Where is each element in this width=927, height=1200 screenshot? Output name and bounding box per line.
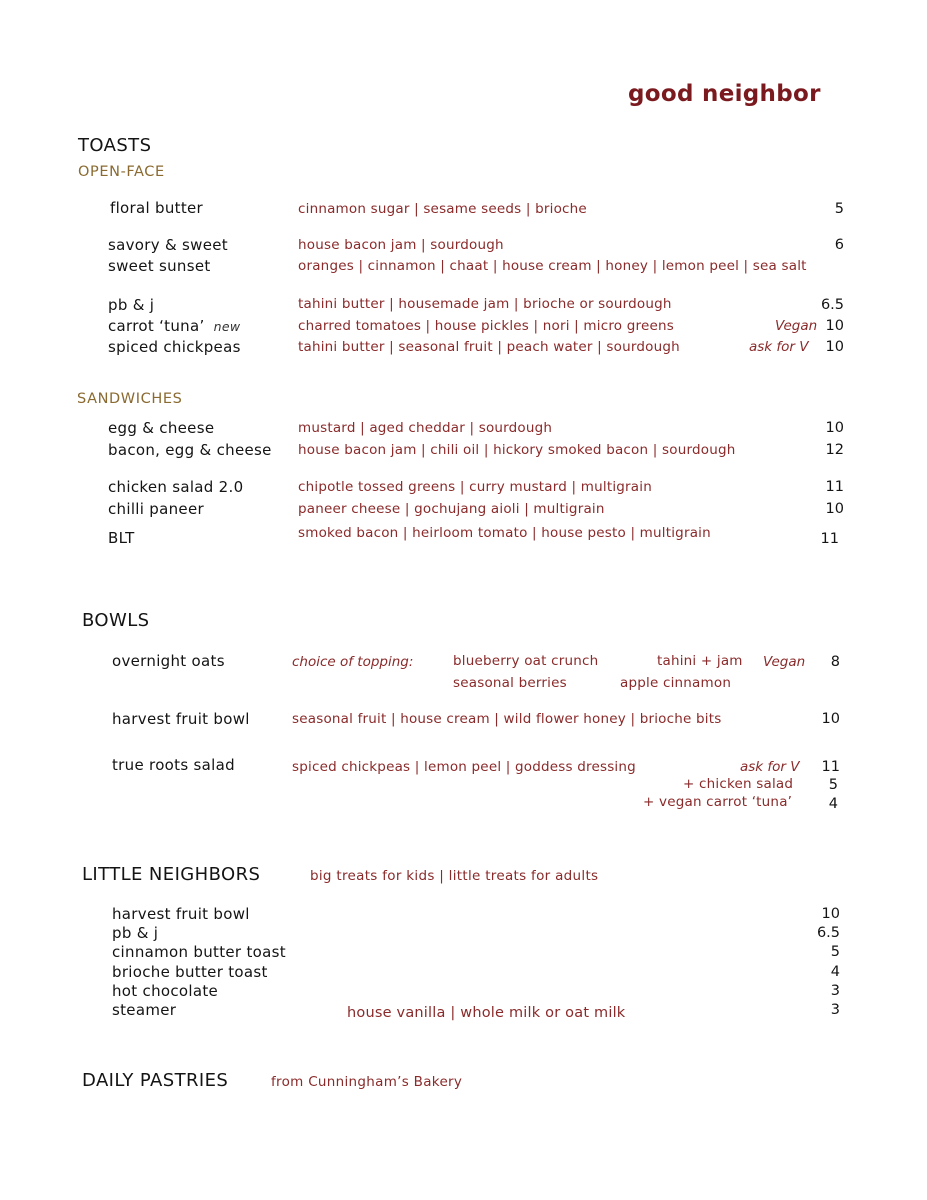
- menu-item-desc: tahini butter | seasonal fruit | peach water | sourdough: [298, 339, 680, 355]
- addon-label: + vegan carrot ‘tuna’: [643, 794, 793, 810]
- menu-item-desc: spiced chickpeas | lemon peel | goddess dressing: [292, 759, 636, 775]
- brand-logo: good neighbor: [628, 81, 821, 107]
- menu-item-price: 6: [834, 237, 844, 253]
- menu-item-desc: paneer cheese | gochujang aioli | multigrain: [298, 501, 605, 517]
- menu-item-name: floral butter: [110, 199, 204, 217]
- vegan-note: Vegan: [775, 318, 818, 334]
- section-title-bowls: BOWLS: [82, 610, 150, 631]
- menu-item-price: 11: [825, 479, 844, 495]
- menu-item-name: BLT: [108, 529, 135, 547]
- menu-item-price: 5: [834, 201, 844, 217]
- menu-item-name: pb & j: [112, 924, 159, 942]
- menu-item-name: hot chocolate: [112, 982, 219, 1000]
- menu-item-name: chicken salad 2.0: [108, 478, 244, 496]
- section-title-little-neighbors: LITTLE NEIGHBORS: [82, 864, 261, 885]
- menu-item-price: 6.5: [816, 925, 840, 941]
- menu-item-name: pb & j: [108, 296, 155, 314]
- menu-item-price: 10: [825, 420, 844, 436]
- menu-item-price: 11: [821, 759, 840, 775]
- section-title-sandwiches: SANDWICHES: [77, 391, 183, 407]
- menu-item-price: 12: [825, 442, 844, 458]
- menu-item-name: egg & cheese: [108, 419, 215, 437]
- pastries-source: from Cunningham’s Bakery: [271, 1074, 463, 1090]
- menu-item-name: sweet sunset: [108, 257, 211, 275]
- menu-item-desc: house vanilla | whole milk or oat milk: [347, 1005, 626, 1021]
- menu-item-price: 10: [825, 318, 844, 334]
- menu-item-price: 4: [830, 964, 840, 980]
- menu-item-desc: tahini butter | housemade jam | brioche or sourdough: [298, 296, 672, 312]
- section-title-toasts: TOASTS: [78, 135, 152, 156]
- new-tag: new: [213, 319, 241, 334]
- topping-option: seasonal berries: [453, 675, 567, 691]
- vegan-option-note: ask for V: [740, 759, 800, 775]
- menu-item-name: chilli paneer: [108, 500, 204, 518]
- menu-item-name: steamer: [112, 1001, 177, 1019]
- choice-label: choice of topping:: [292, 654, 414, 670]
- vegan-option-note: ask for V: [749, 339, 809, 355]
- vegan-note: Vegan: [763, 654, 806, 670]
- menu-item-desc: house bacon jam | chili oil | hickory smoked bacon | sourdough: [298, 442, 736, 458]
- menu-item-price: 10: [825, 501, 844, 517]
- topping-option: blueberry oat crunch: [453, 653, 599, 669]
- menu-item-desc: house bacon jam | sourdough: [298, 237, 504, 253]
- menu-item-price: 10: [825, 339, 844, 355]
- topping-option: tahini + jam: [657, 653, 743, 669]
- menu-item-name-text: carrot ‘tuna’: [108, 317, 205, 335]
- topping-option: apple cinnamon: [620, 675, 732, 691]
- menu-item-price: 6.5: [820, 297, 844, 313]
- addon-label: + chicken salad: [683, 776, 794, 792]
- menu-item-price: 3: [830, 983, 840, 999]
- menu-item-name: cinnamon butter toast: [112, 943, 286, 961]
- menu-item-name: harvest fruit bowl: [112, 710, 250, 728]
- menu-item-desc: charred tomatoes | house pickles | nori | micro greens: [298, 318, 674, 334]
- menu-item-price: 10: [821, 711, 840, 727]
- menu-item-name: [108, 319, 240, 334]
- menu-item-desc: seasonal fruit | house cream | wild flower honey | brioche bits: [292, 711, 722, 727]
- menu-item-price: 11: [820, 531, 839, 547]
- menu-item-name: bacon, egg & cheese: [108, 441, 272, 459]
- menu-item-price: 5: [830, 944, 840, 960]
- menu-item-desc: oranges | cinnamon | chaat | house cream | honey | lemon peel | sea salt: [298, 258, 807, 274]
- menu-item-name: savory & sweet: [108, 236, 228, 254]
- menu-item-desc: smoked bacon | heirloom tomato | house pesto | multigrain: [298, 525, 711, 541]
- menu-item-price: 10: [821, 906, 840, 922]
- addon-price: 5: [828, 777, 838, 793]
- menu-item-name: brioche butter toast: [112, 963, 268, 981]
- subsection-title-open-face: OPEN-FACE: [78, 164, 165, 180]
- menu-item-name: harvest fruit bowl: [112, 905, 250, 923]
- menu-item-price: 8: [830, 654, 840, 670]
- menu-item-name: spiced chickpeas: [108, 338, 241, 356]
- addon-price: 4: [828, 796, 838, 812]
- menu-item-name: overnight oats: [112, 652, 225, 670]
- section-title-daily-pastries: DAILY PASTRIES: [82, 1070, 229, 1091]
- menu-item-desc: cinnamon sugar | sesame seeds | brioche: [298, 201, 587, 217]
- section-tagline: big treats for kids | little treats for adults: [310, 868, 599, 884]
- menu-item-desc: chipotle tossed greens | curry mustard | multigrain: [298, 479, 652, 495]
- menu-item-price: 3: [830, 1002, 840, 1018]
- menu-item-desc: mustard | aged cheddar | sourdough: [298, 420, 553, 436]
- menu-item-name: true roots salad: [112, 756, 235, 774]
